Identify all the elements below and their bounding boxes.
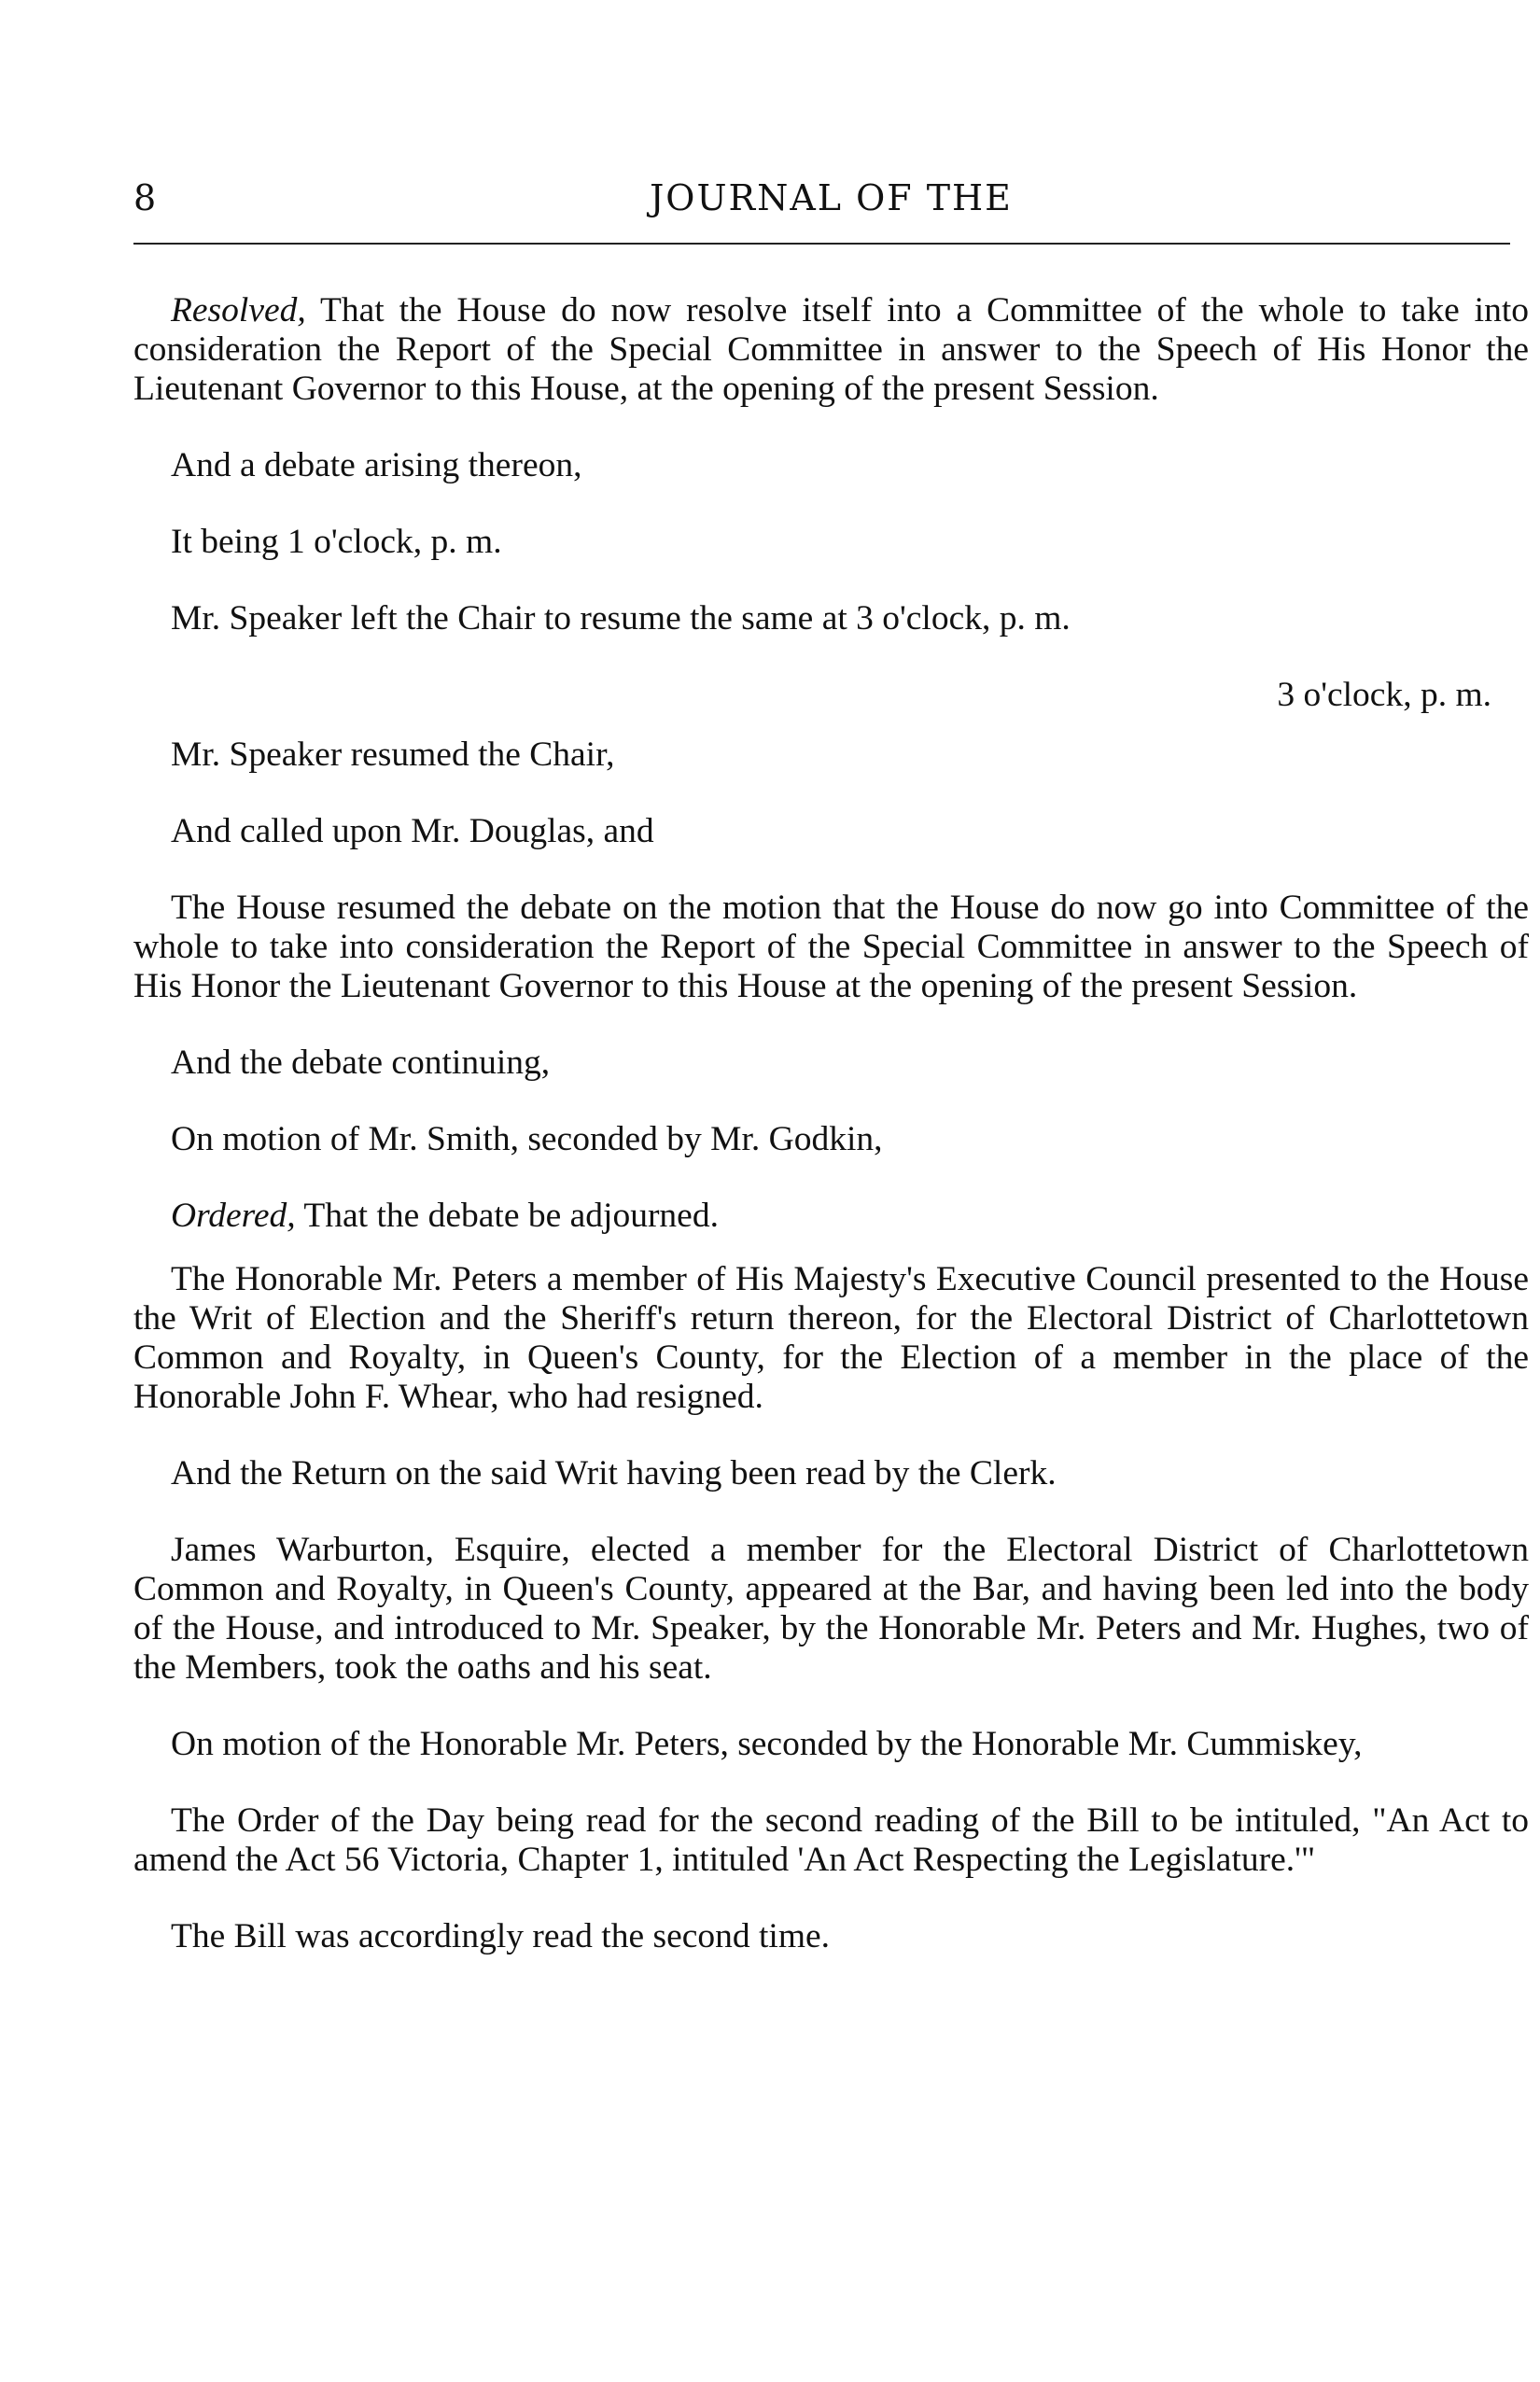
- paragraph: On motion of Mr. Smith, seconded by Mr. Godkin,: [171, 1120, 883, 1158]
- paragraph: And a debate arising thereon,: [171, 446, 582, 484]
- paragraph: The Honorable Mr. Peters a member of His Majesty's Executive Council presented to the House the Writ of Election and the Sheriff's return thereon, for the Electoral District of Charlottetown Common and Royalty, in Queen's County, for the Election of a member in the place of the Honorable John F. Whear, who had resigned.: [133, 1260, 1529, 1416]
- paragraph: Mr. Speaker left the Chair to resume the same at 3 o'clock, p. m.: [171, 599, 1071, 638]
- header-rule: [133, 243, 1510, 245]
- paragraph-lead: Resolved,: [171, 291, 306, 329]
- time-marker: 3 o'clock, p. m.: [1277, 676, 1491, 714]
- paragraph: Mr. Speaker resumed the Chair,: [171, 736, 615, 774]
- running-head: JOURNAL OF THE: [650, 177, 1013, 218]
- paragraph: And the Return on the said Writ having been read by the Clerk.: [171, 1454, 1057, 1492]
- paragraph: The Order of the Day being read for the second reading of the Bill to be intituled, "An Act to amend the Act 56 Victoria, Chapter 1, intituled 'An Act Respecting the Legislature.'": [133, 1801, 1529, 1879]
- paragraph-text: That the House do now resolve itself into a Committee of the whole to take into consideration the Report of the Special Committee in answer to the Speech of His Honor the Lieutenant Governor to this House, at the opening of the present Session.: [133, 291, 1529, 408]
- paragraph-lead: Ordered,: [171, 1197, 296, 1235]
- paragraph: The House resumed the debate on the motion that the House do now go into Committee of the whole to take into consideration the Report of the Special Committee in answer to the Speech of His Honor the Lieutenant Governor to this House at the opening of the present Session.: [133, 889, 1529, 1005]
- paragraph: It being 1 o'clock, p. m.: [171, 523, 502, 561]
- paragraph: James Warburton, Esquire, elected a member for the Electoral District of Charlottetown Common and Royalty, in Queen's County, appeared at the Bar, and having been led into the body of the House, and introduced to Mr. Speaker, by the Honorable Mr. Peters and Mr. Hughes, two of the Members, took the oaths and his seat.: [133, 1531, 1529, 1687]
- journal-body: [133, 291, 1529, 1994]
- paragraph-ordered: [133, 1197, 1529, 1236]
- paragraph: And called upon Mr. Douglas, and: [171, 812, 654, 850]
- page-number: 8: [133, 177, 157, 218]
- paragraph-text: That the debate be adjourned.: [295, 1197, 719, 1235]
- page-header: [133, 177, 1510, 233]
- paragraph: The Bill was accordingly read the second time.: [171, 1917, 831, 1955]
- paragraph-resolved: [133, 291, 1529, 409]
- paragraph: On motion of the Honorable Mr. Peters, seconded by the Honorable Mr. Cummiskey,: [171, 1725, 1363, 1763]
- paragraph: And the debate continuing,: [171, 1044, 551, 1082]
